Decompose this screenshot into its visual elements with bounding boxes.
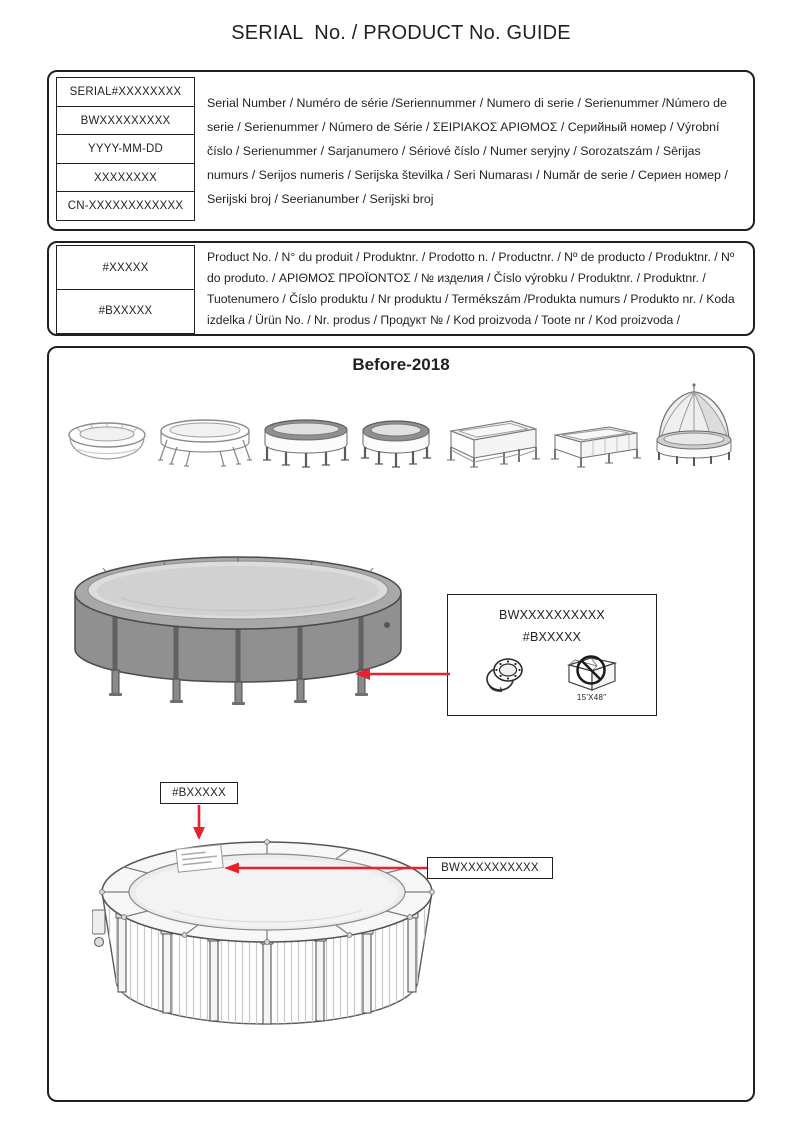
product-description: Product No. / N° du produit / Produktnr. / Prodotto n. / Productnr. / Nº de producto / Produktnr. / Nº do produto. / ΑΡΙΘΜΟΣ ΠΡΟΪΟΝΤΟΣ / № изделия / Číslo výrobku / Produktnr. / Produktnr. / Tuotenumero / Číslo produktu / Nr produktu / Termékszám /Produkta numurs / Produkto nr. / Koda izdelka / Ürün No. / Nr. produs / Продукт № / Kod proizvoda / Toote nr / Kod proizvoda /: [207, 249, 735, 327]
product-code-column: [56, 245, 195, 334]
dome-pool-icon: [651, 382, 737, 468]
serial-number-label: BWXXXXXXXXXX: [427, 857, 553, 879]
oval-frame-pool-icon: [261, 418, 351, 468]
serial-code-cell: SERIAL#XXXXXXXX: [56, 77, 195, 107]
round-frame-pool-icon: [359, 420, 433, 468]
serial-label-arrow-icon: [219, 859, 429, 877]
product-number-panel: [47, 241, 755, 336]
inflatable-ring-pool-icon: [65, 420, 149, 468]
before-2018-title: Before-2018: [352, 355, 450, 374]
serial-code-cell: CN-XXXXXXXXXXXX: [56, 191, 195, 221]
product-code-cell: #BXXXXX: [56, 289, 195, 334]
before-2018-panel: [47, 346, 755, 1102]
frame-pool-illustration: [71, 553, 406, 711]
pool-type-icons-row: [65, 378, 737, 468]
serial-code-cell: XXXXXXXX: [56, 163, 195, 193]
serial-code-column: [56, 77, 195, 221]
product-number-label: #BXXXXX: [160, 782, 238, 804]
serial-number-panel: [47, 70, 755, 231]
not-on-box-icon: [561, 651, 623, 702]
serial-code-cell: YYYY-MM-DD: [56, 134, 195, 164]
page-title: SERIAL No. / PRODUCT No. GUIDE: [231, 22, 571, 44]
strainer-fitting-icon: [481, 651, 527, 702]
product-label-arrow-icon: [190, 803, 208, 841]
serial-description: Serial Number / Numéro de série /Seriennummer / Numero di serie / Serienummer /Número de serie / Serienummer / Número de Série / ΣΕΙΡΙΑΚΟΣ ΑΡΙΘΜΟΣ / Серийный номер / Výrobní číslo / Serienummer / Sarjanumero / Sériové číslo / Numer seryjny / Sorozatszám / Sērijas numurs / Serijos numeris / Serijska številka / Seri Numarası / Număr de serie / Сериен номер / Serijski broj / Seerianumber / Serijski broj: [207, 95, 728, 206]
serial-code-cell: BWXXXXXXXXX: [56, 106, 195, 136]
product-code-cell: #XXXXX: [56, 245, 195, 290]
callout-pointer-arrow-icon: [352, 664, 452, 684]
pool-size-label: 15'X48": [576, 693, 607, 702]
oval-brace-pool-icon: [157, 418, 253, 468]
rect-pool-icon: [549, 422, 643, 468]
callout-icons: [448, 651, 656, 702]
skimmer-icon: [92, 910, 105, 934]
rect-frame-pool-icon: [441, 416, 541, 468]
callout-serial-number: BWXXXXXXXXXX: [499, 608, 605, 622]
callout-product-number: #BXXXXX: [522, 630, 582, 644]
serial-location-callout: [447, 594, 657, 716]
serial-sticker: [176, 845, 223, 873]
